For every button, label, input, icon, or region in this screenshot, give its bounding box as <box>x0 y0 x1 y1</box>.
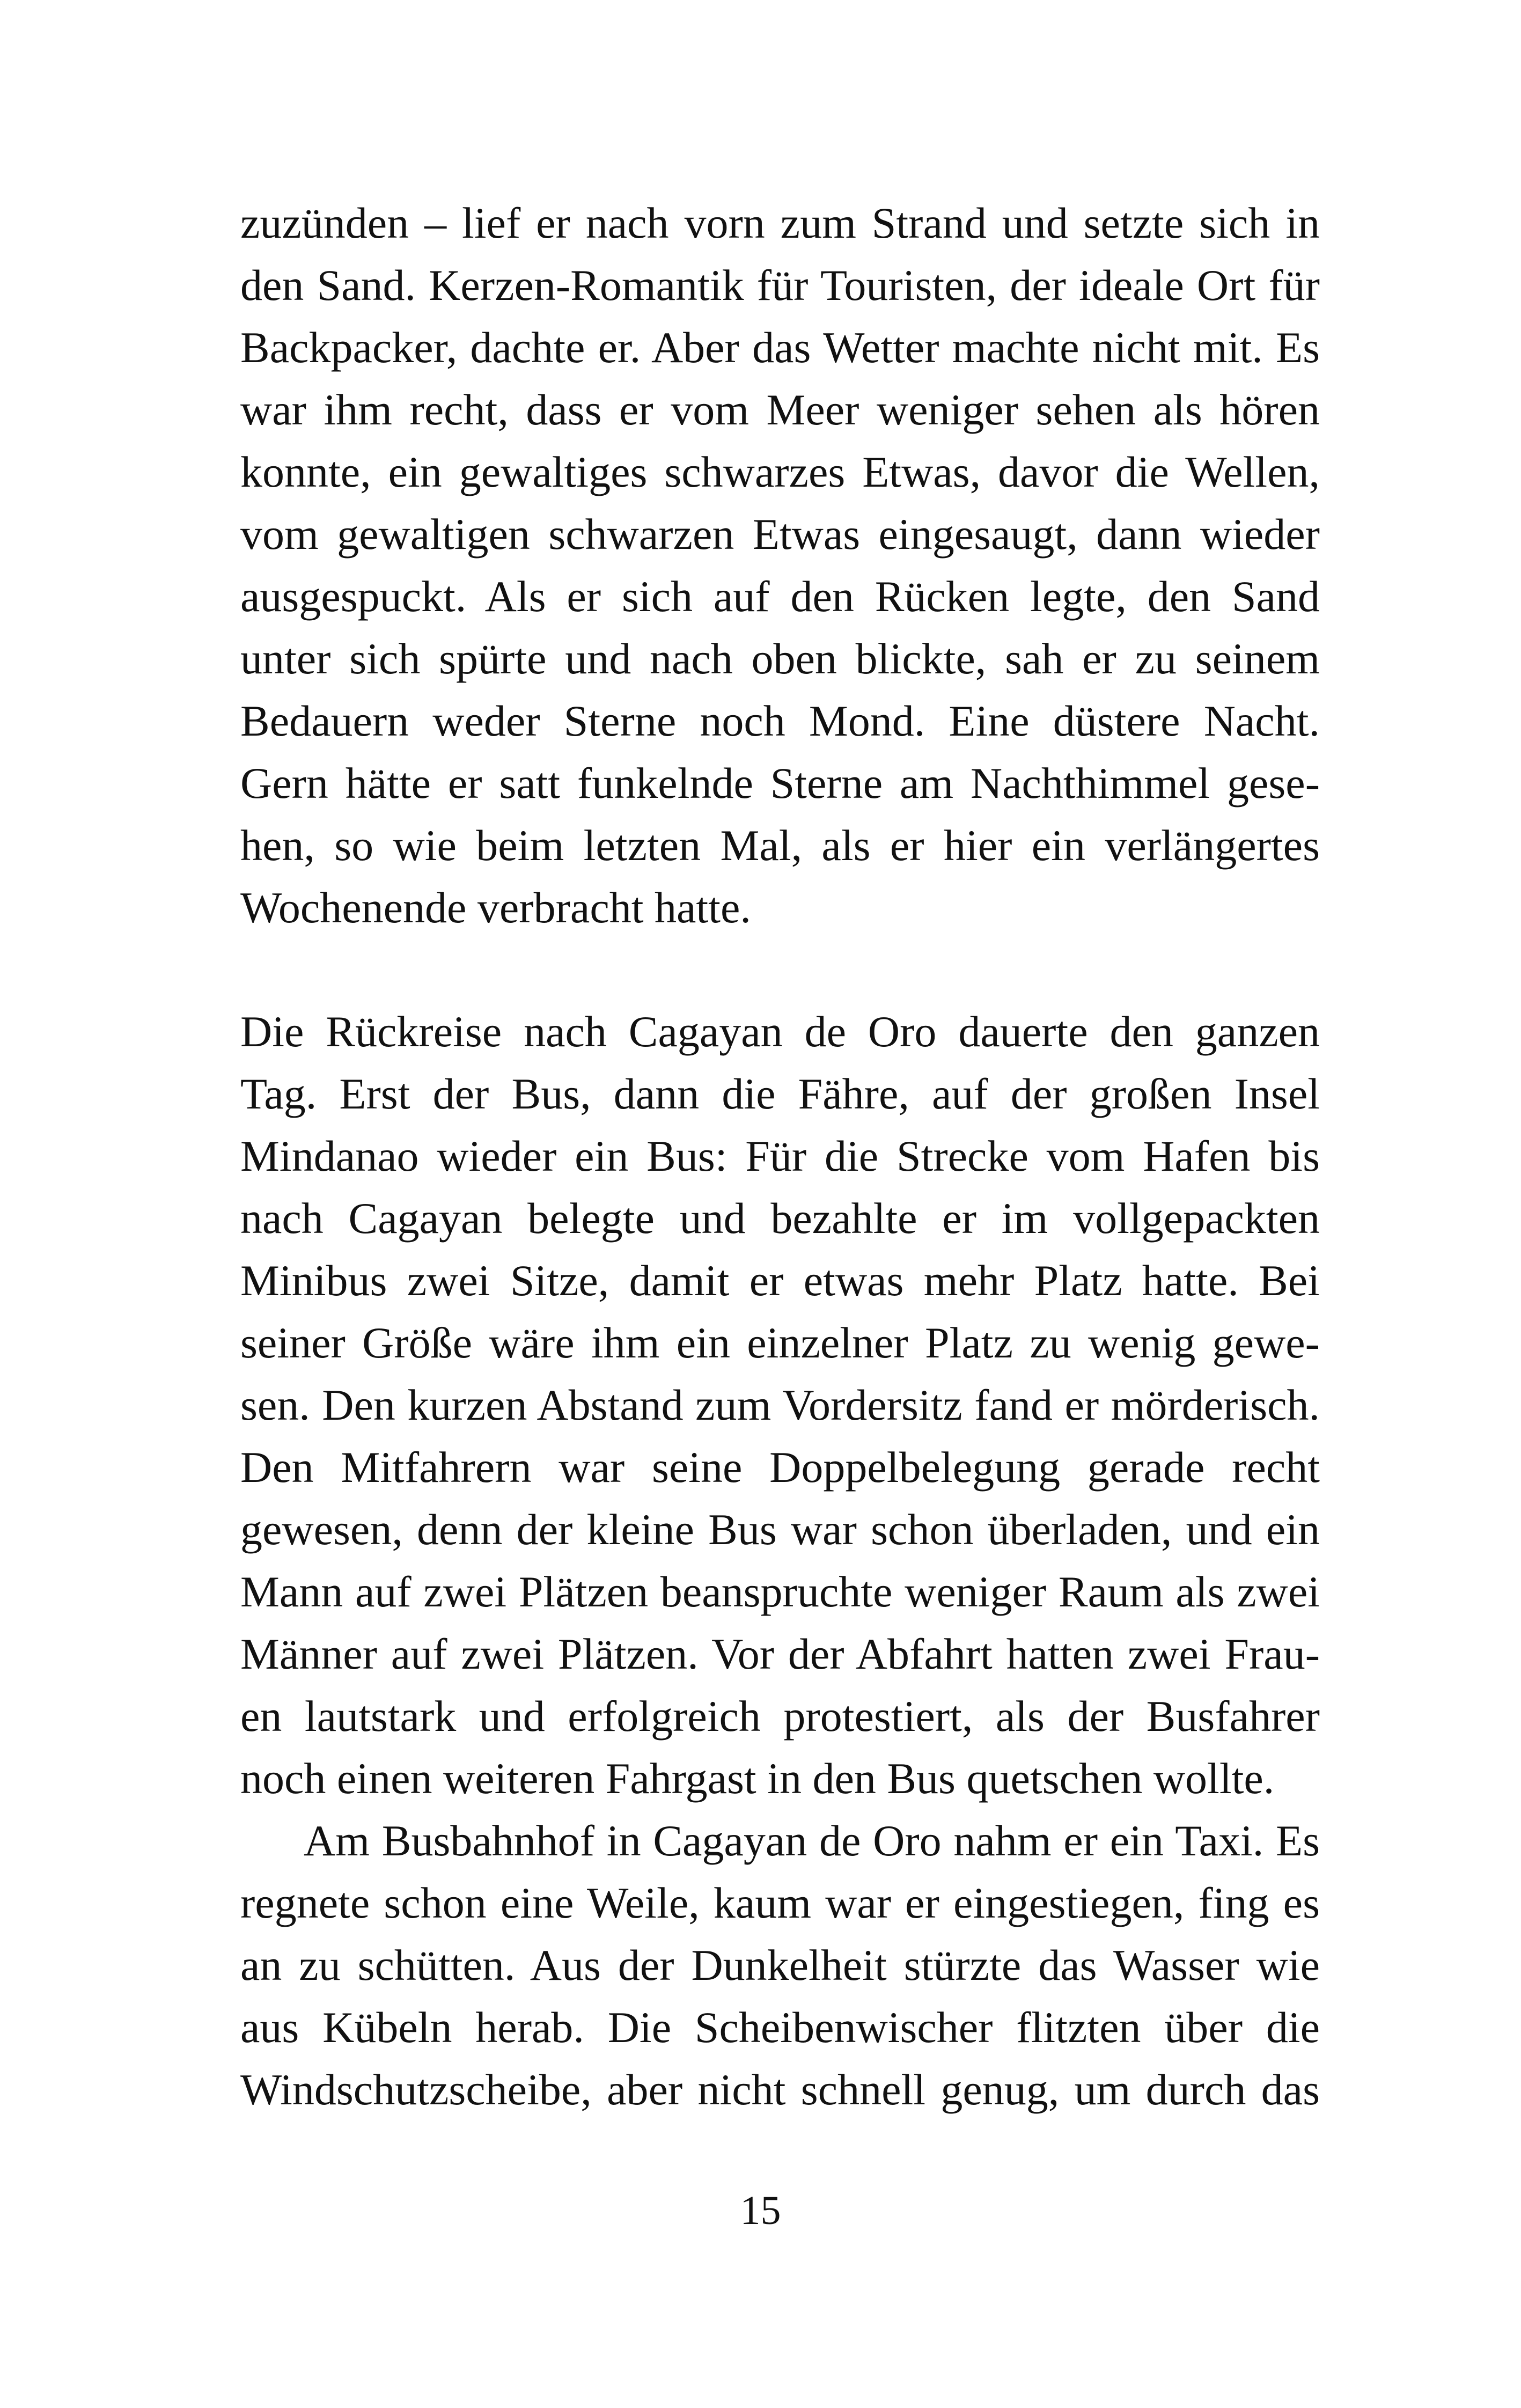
text-line: Tag. Erst der Bus, dann die Fähre, auf der großen Insel <box>240 1069 1320 1118</box>
text-line: war ihm recht, dass er vom Meer weniger sehen als hören <box>240 385 1320 434</box>
text-line: Männer auf zwei Plätzen. Vor der Abfahrt hatten zwei Frau- <box>240 1629 1320 1678</box>
text-line: noch einen weiteren Fahrgast in den Bus quetschen wollte. <box>240 1754 1275 1803</box>
text-line: Minibus zwei Sitze, damit er etwas mehr Platz hatte. Bei <box>240 1256 1320 1305</box>
text-line: Mann auf zwei Plätzen beanspruchte weniger Raum als zwei <box>240 1567 1320 1616</box>
text-line: Die Rückreise nach Cagayan de Oro dauerte den ganzen <box>240 1007 1320 1056</box>
text-line: Backpacker, dachte er. Aber das Wetter machte nicht mit. Es <box>240 323 1320 372</box>
text-line: ausgespuckt. Als er sich auf den Rücken legte, den Sand <box>240 572 1320 621</box>
text-line: Den Mitfahrern war seine Doppelbelegung gerade recht <box>240 1443 1320 1492</box>
text-line: den Sand. Kerzen-Romantik für Touristen, der ideale Ort für <box>240 261 1320 310</box>
text-line: konnte, ein gewaltiges schwarzes Etwas, davor die Wellen, <box>240 447 1320 496</box>
text-line: unter sich spürte und nach oben blickte, sah er zu seinem <box>240 634 1320 683</box>
paragraph-2 <box>240 1001 1320 2121</box>
text-line: seiner Größe wäre ihm ein einzelner Platz zu wenig gewe- <box>240 1318 1320 1367</box>
text-line: sen. Den kurzen Abstand zum Vordersitz fand er mörderisch. <box>240 1381 1320 1429</box>
text-line: an zu schütten. Aus der Dunkelheit stürzte das Wasser wie <box>240 1941 1320 1989</box>
text-line: Bedauern weder Sterne noch Mond. Eine düstere Nacht. <box>240 696 1320 745</box>
text-line: aus Kübeln herab. Die Scheibenwischer flitzten über die <box>240 2003 1320 2052</box>
text-line: Am Busbahnhof in Cagayan de Oro nahm er ein Taxi. Es <box>304 1816 1320 1865</box>
text-line: en lautstark und erfolgreich protestiert, als der Busfahrer <box>240 1692 1320 1741</box>
page-number: 15 <box>740 2188 781 2233</box>
text-line: zuzünden – lief er nach vorn zum Strand und setzte sich in <box>240 199 1320 247</box>
text-line: regnete schon eine Weile, kaum war er eingestiegen, fing es <box>240 1878 1320 1927</box>
text-line: Gern hätte er satt funkelnde Sterne am Nachthimmel gese- <box>240 759 1320 807</box>
text-line: Windschutzscheibe, aber nicht schnell genug, um durch das <box>240 2065 1320 2114</box>
paragraph-1 <box>240 192 1320 939</box>
text-line: vom gewaltigen schwarzen Etwas eingesaugt, dann wieder <box>240 510 1320 559</box>
text-line: nach Cagayan belegte und bezahlte er im vollgepackten <box>240 1194 1320 1243</box>
text-line: Mindanao wieder ein Bus: Für die Strecke vom Hafen bis <box>240 1132 1320 1180</box>
text-line: hen, so wie beim letzten Mal, als er hier ein verlängertes <box>240 821 1320 870</box>
text-line: gewesen, denn der kleine Bus war schon überladen, und ein <box>240 1505 1320 1554</box>
text-line: Wochenende verbracht hatte. <box>240 883 751 932</box>
